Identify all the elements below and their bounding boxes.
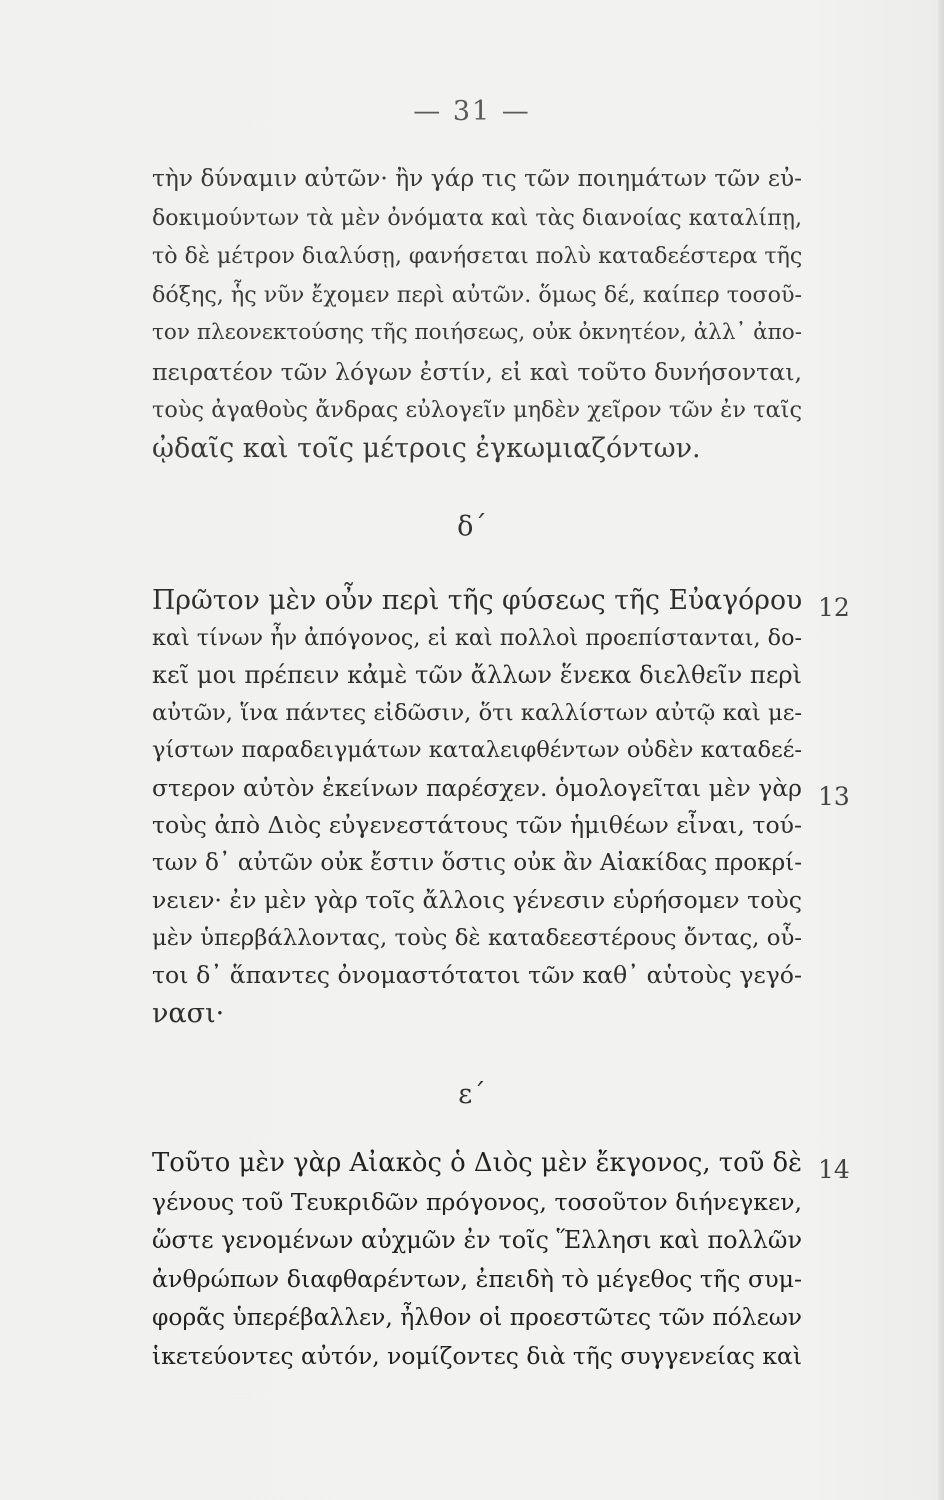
margin-section-number: 14 [818, 1155, 850, 1184]
paragraph-1 [152, 160, 802, 468]
text-line: ἀνθρώπων διαφθαρέντων, ἐπειδὴ τὸ μέγεθος τῆς συμ- [152, 1264, 802, 1293]
text-line: ἱκετεύοντες αὐτόν, νομίζοντες διὰ τῆς συγγενείας καὶ [152, 1341, 802, 1370]
text-line: φορᾶς ὑπερέβαλλεν, ἦλθον οἱ προεστῶτες τῶν πόλεων [152, 1303, 802, 1332]
paragraph-3 [152, 1144, 802, 1376]
text-line: τον πλεονεκτούσης τῆς ποιήσεως, οὐκ ὀκνητέον, ἀλλ᾽ ἀπο- [152, 320, 802, 345]
text-line: κεῖ μοι πρέπειν κἀμὲ τῶν ἄλλων ἕνεκα διελθεῖν περὶ [152, 661, 802, 689]
text-line: τοὺς ἀγαθοὺς ἄνδρας εὐλογεῖν μηδὲν χεῖρον τῶν ἐν ταῖς [152, 397, 802, 423]
text-line: ᾠδαῖς καὶ τοῖς μέτροις ἐγκωμιαζόντων. [152, 432, 701, 464]
text-line: αὐτῶν, ἵνα πάντες εἰδῶσιν, ὅτι καλλίστων αὐτῷ καὶ με- [152, 699, 803, 726]
page-edge-shadow [938, 0, 944, 1500]
margin-section-number: 13 [818, 782, 850, 811]
text-line: δόξης, ἧς νῦν ἔχομεν περὶ αὐτῶν. ὅμως δέ, καίπερ τοσοῦ- [152, 281, 803, 308]
text-line: γένους τοῦ Τευκριδῶν πρόγονος, τοσοῦτον διήνεγκεν, [152, 1187, 802, 1216]
text-line: καὶ τίνων ἦν ἀπόγονος, εἰ καὶ πολλοὶ προεπίστανται, δο- [152, 624, 802, 651]
text-line: των δ᾽ αὐτῶν οὐκ ἔστιν ὅστις οὐκ ἂν Αἰακίδας προκρί- [152, 849, 802, 876]
section-heading-delta: δ΄ [457, 511, 487, 542]
margin-section-number: 12 [818, 593, 850, 622]
text-line: μὲν ὑπερβάλλοντας, τοὺς δὲ καταδεεστέρους ὄντας, οὗ- [152, 924, 802, 951]
text-line: νειεν· ἐν μὲν γὰρ τοῖς ἄλλοις γένεσιν εὑρήσομεν τοὺς [152, 886, 802, 914]
text-line: Πρῶτον μὲν οὖν περὶ τῆς φύσεως τῆς Εὐαγόρου [152, 585, 803, 616]
section-heading-epsilon: ε΄ [458, 1079, 486, 1110]
page-number: — 31 — [413, 96, 531, 127]
text-line: τὴν δύναμιν αὐτῶν· ἢν γάρ τις τῶν ποιημάτων τῶν εὐ- [152, 165, 802, 192]
text-line: νασι· [152, 997, 225, 1029]
text-line: τοὺς ἀπὸ Διὸς εὐγενεστάτους τῶν ἡμιθέων εἶναι, τού- [152, 811, 802, 839]
text-line: ὥστε γενομένων αὐχμῶν ἐν τοῖς Ἕλλησι καὶ πολλῶν [152, 1226, 802, 1255]
paragraph-2 [152, 582, 802, 1032]
text-line: στερον αὐτὸν ἐκείνων παρέσχεν. ὁμολογεῖται μὲν γὰρ [152, 773, 802, 802]
text-line: Τοῦτο μὲν γὰρ Αἰακὸς ὁ Διὸς μὲν ἔκγονος, τοῦ δὲ [152, 1148, 802, 1178]
text-line: δοκιμούντων τὰ μὲν ὀνόματα καὶ τὰς διανοίας καταλίπῃ, [152, 204, 802, 231]
text-line: γίστων παραδειγμάτων καταλειφθέντων οὐδὲν καταδεέ- [152, 737, 802, 763]
text-line: πειρατέον τῶν λόγων ἐστίν, εἰ καὶ τοῦτο δυνήσονται, [152, 357, 802, 386]
text-line: τοι δ᾽ ἅπαντες ὀνομαστότατοι τῶν καθ᾽ αὑτοὺς γεγό- [152, 961, 802, 989]
text-line: τὸ δὲ μέτρον διαλύσῃ, φανήσεται πολὺ καταδεέστερα τῆς [152, 243, 803, 269]
